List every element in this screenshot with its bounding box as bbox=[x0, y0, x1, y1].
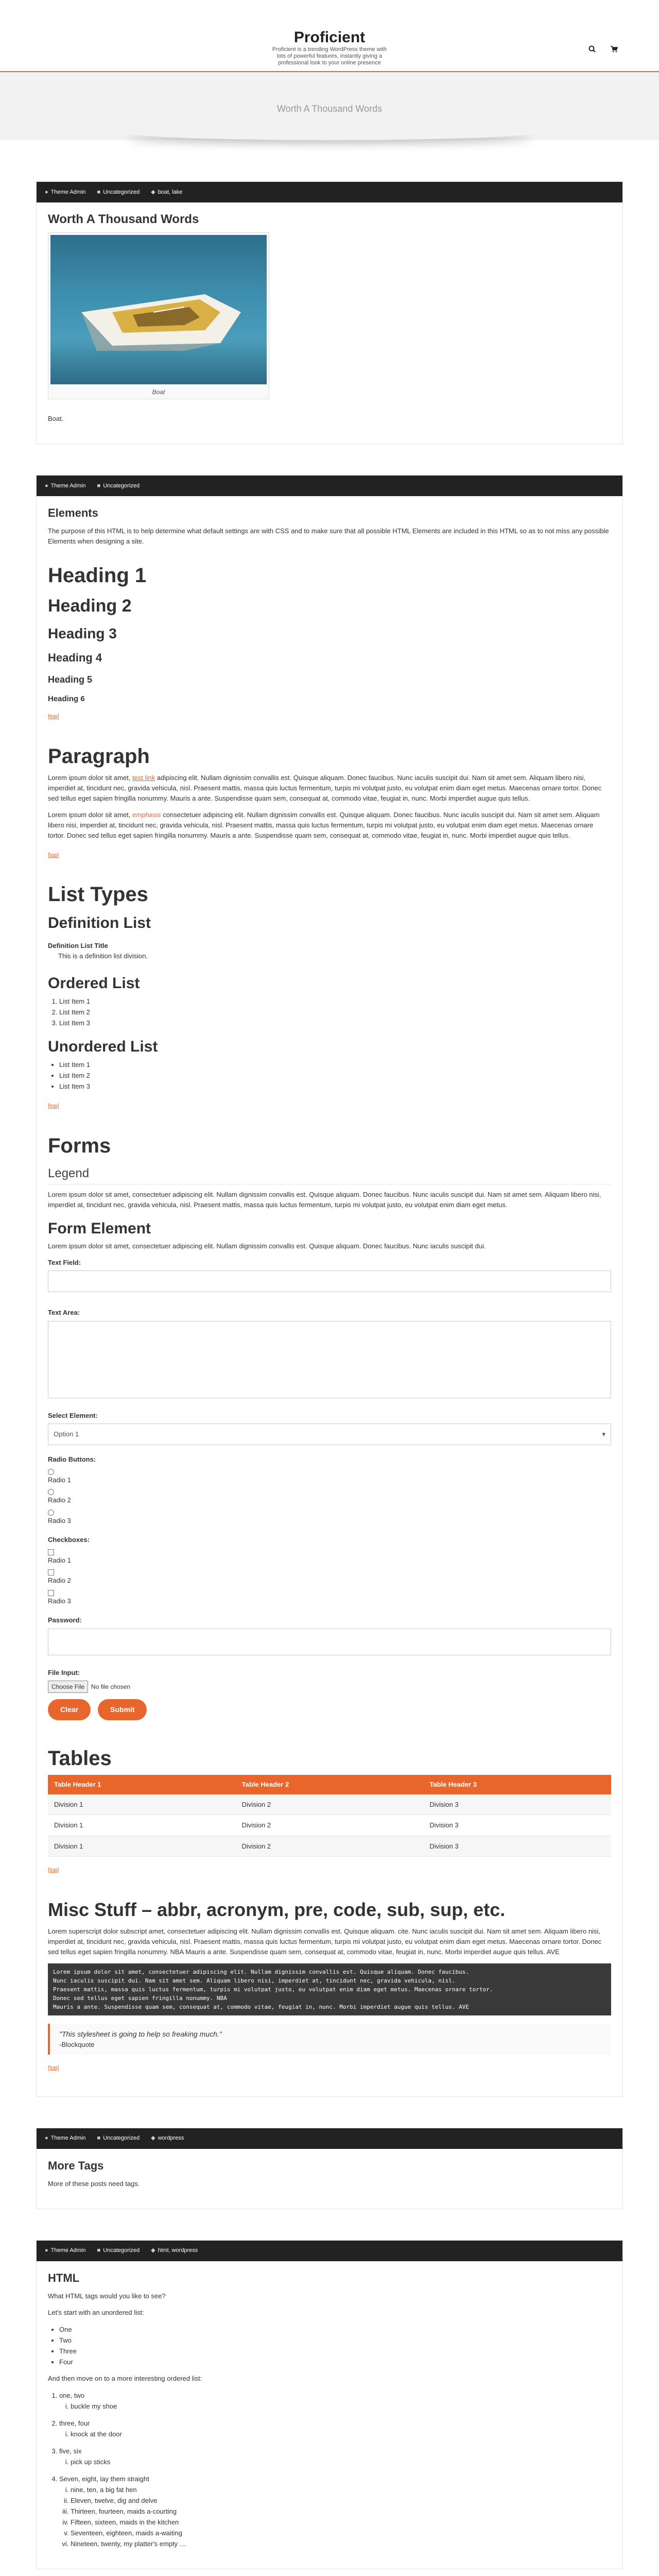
heading-4: Heading 4 bbox=[48, 651, 102, 664]
file-input-label: File Input: bbox=[48, 1668, 80, 1676]
site-title[interactable]: Proficient bbox=[293, 29, 366, 46]
list-item: iv. Fifteen, sixteen, maids in the kitchen bbox=[71, 2517, 611, 2528]
question-text: What HTML tags would you like to see? bbox=[48, 2292, 166, 2300]
checkboxes-label: Checkboxes: bbox=[48, 1536, 90, 1544]
submit-button[interactable]: Submit bbox=[98, 1699, 147, 1720]
table-row bbox=[48, 1836, 611, 1857]
list-item: • Two bbox=[59, 2335, 611, 2346]
figure-caption: Boat bbox=[152, 388, 165, 396]
list-item: • List Item 1 bbox=[59, 1059, 611, 1070]
site-header bbox=[0, 0, 659, 72]
list-item: v. Seventeen, eighteen, maids a-waiting bbox=[71, 2528, 611, 2538]
radio-label: Radio 2 bbox=[48, 1496, 71, 1504]
meta-category[interactable]: ■ Uncategorized bbox=[97, 189, 140, 195]
post-more-tags bbox=[36, 2128, 623, 2209]
file-input bbox=[48, 1681, 611, 1693]
list-item: • One bbox=[59, 2324, 611, 2335]
definition-term: Definition List Title bbox=[48, 942, 108, 950]
checkbox[interactable] bbox=[48, 1590, 54, 1596]
tag-icon: ◆ bbox=[151, 2247, 155, 2254]
list-item: 3. List Item 3 bbox=[59, 1018, 611, 1028]
header-icons bbox=[588, 44, 618, 57]
table-cell: Division 3 bbox=[423, 1836, 611, 1857]
quote-text: "This stylesheet is going to help so freaking much." bbox=[59, 2029, 222, 2038]
heading-1: Heading 1 bbox=[48, 564, 147, 587]
list-item: ii. Eleven, twelve, dig and delve bbox=[71, 2495, 611, 2506]
lead-text: Let's start with an unordered list: bbox=[48, 2308, 144, 2316]
section-list-types-title: List Types bbox=[48, 883, 148, 906]
data-table bbox=[48, 1775, 611, 1857]
tag-icon: ◆ bbox=[151, 2135, 155, 2142]
clear-button[interactable]: Clear bbox=[48, 1699, 91, 1720]
checkbox-label: Radio 1 bbox=[48, 1556, 71, 1564]
heading-3: Heading 3 bbox=[48, 625, 117, 641]
tag-icon: ◆ bbox=[151, 189, 155, 195]
radio-button[interactable] bbox=[48, 1489, 54, 1495]
file-status: No file chosen bbox=[91, 1683, 131, 1690]
nested-list bbox=[71, 2401, 611, 2412]
meta-author[interactable]: ● Theme Admin bbox=[45, 2247, 86, 2254]
post-html bbox=[36, 2240, 623, 2569]
boat-image bbox=[50, 235, 267, 384]
post-figure bbox=[48, 232, 269, 399]
banner-title: Worth A Thousand Words bbox=[276, 104, 383, 114]
list-item: • Four bbox=[59, 2357, 611, 2367]
intro-text: The purpose of this HTML is to help determine what default settings are with CSS and to make sure that all possible HTML Elements are included in this HTML so as to not miss any possible Elements when designing a site. bbox=[48, 527, 609, 545]
table-cell: Division 1 bbox=[48, 1815, 236, 1836]
chevron-down-icon: ▾ bbox=[602, 1430, 605, 1438]
meta-author[interactable]: ● Theme Admin bbox=[45, 2135, 86, 2142]
folder-icon: ■ bbox=[97, 189, 101, 195]
definition-list-title: Definition List bbox=[48, 914, 151, 931]
post-elements bbox=[36, 475, 623, 2097]
definition-description: This is a definition list division. bbox=[58, 952, 148, 960]
post-title[interactable]: Elements bbox=[48, 506, 98, 519]
list-item: • Three bbox=[59, 2346, 611, 2357]
blockquote bbox=[48, 2024, 611, 2055]
meta-category[interactable]: ■ Uncategorized bbox=[97, 2135, 140, 2142]
list-item: 3. five, six i. pick up sticks bbox=[59, 2446, 611, 2467]
text-area-input[interactable] bbox=[48, 1321, 611, 1398]
meta-category[interactable]: ■ Uncategorized bbox=[97, 482, 140, 489]
select-value: Option 1 bbox=[54, 1430, 79, 1438]
folder-icon: ■ bbox=[97, 482, 101, 489]
radio-buttons-label: Radio Buttons: bbox=[48, 1455, 96, 1463]
table-cell: Division 1 bbox=[48, 1836, 236, 1857]
legend-text: Lorem ipsum dolor sit amet, consectetuer adipiscing elit. Nullam dignissim convallis est. Quisque aliquam. Donec faucibus. Nunc iaculis suscipit dui. Nam sit amet sem. Aliquam libero nisi, imperdiet at, tincidunt nec, gravida vehicula, nisl. Praesent mattis, massa quis luctus fermentum, turpis mi volutpat justo, eu volutpat enim diam eget metus. bbox=[48, 1190, 601, 1209]
meta-tags[interactable]: ◆ wordpress bbox=[151, 2135, 184, 2142]
checkbox[interactable] bbox=[48, 1549, 54, 1555]
list-item: • List Item 3 bbox=[59, 1081, 611, 1092]
section-paragraph-title: Paragraph bbox=[48, 744, 150, 768]
table-header: Table Header 3 bbox=[423, 1775, 611, 1794]
table-cell: Division 3 bbox=[423, 1794, 611, 1815]
meta-author[interactable]: ● Theme Admin bbox=[45, 482, 86, 489]
folder-icon: ■ bbox=[97, 2247, 101, 2254]
text-field-input[interactable] bbox=[48, 1270, 611, 1292]
meta-tags[interactable]: ◆ boat, lake bbox=[151, 189, 183, 195]
text-area-label: Text Area: bbox=[48, 1309, 80, 1316]
post-body-text: More of these posts need tags. bbox=[48, 2179, 140, 2188]
table-header: Table Header 1 bbox=[48, 1775, 236, 1794]
quote-cite: -Blockquote bbox=[59, 2040, 95, 2048]
list-item: i. knock at the door bbox=[71, 2429, 611, 2439]
top-link[interactable]: [top] bbox=[48, 1867, 59, 1873]
radio-label: Radio 3 bbox=[48, 1516, 71, 1524]
list-item: iii. Thirteen, fourteen, maids a-courting bbox=[71, 2506, 611, 2517]
form-buttons bbox=[48, 1699, 611, 1720]
text-field-label: Text Field: bbox=[48, 1258, 81, 1266]
ordered-list-title: Ordered List bbox=[48, 975, 140, 992]
radio-button[interactable] bbox=[48, 1510, 54, 1516]
table-cell: Division 2 bbox=[236, 1794, 424, 1815]
unordered-list-title: Unordered List bbox=[48, 1038, 158, 1055]
unordered-list bbox=[59, 1059, 611, 1092]
post-meta bbox=[37, 2128, 622, 2149]
meta-author[interactable]: ● Theme Admin bbox=[45, 189, 86, 195]
top-link[interactable]: [top] bbox=[48, 2065, 59, 2071]
list-item: i. nine, ten, a big fat hen bbox=[71, 2484, 611, 2495]
list-item: • List Item 2 bbox=[59, 1070, 611, 1081]
heading-2: Heading 2 bbox=[48, 596, 132, 616]
section-misc-title: Misc Stuff – abbr, acronym, pre, code, sub, sup, etc. bbox=[48, 1899, 506, 1920]
definition-list bbox=[48, 941, 611, 961]
post-body-text: Boat. bbox=[48, 415, 64, 422]
table-cell: Division 2 bbox=[236, 1836, 424, 1857]
list-item: i. pick up sticks bbox=[71, 2456, 611, 2467]
heading-5: Heading 5 bbox=[48, 674, 93, 685]
cart-icon[interactable] bbox=[610, 44, 618, 57]
folder-icon: ■ bbox=[97, 2135, 101, 2142]
meta-category[interactable]: ■ Uncategorized bbox=[97, 2247, 140, 2254]
choose-file-button[interactable]: Choose File bbox=[48, 1681, 88, 1693]
brand bbox=[0, 0, 659, 66]
table-row bbox=[48, 1815, 611, 1836]
radio-label: Radio 1 bbox=[48, 1476, 71, 1484]
emphasis-text: emphasis bbox=[132, 810, 161, 819]
form-element-text: Lorem ipsum dolor sit amet, consectetuer adipiscing elit. Nullam dignissim convallis est. Quisque aliquam. Donec faucibus. Nunc iaculis suscipit dui. bbox=[48, 1242, 486, 1250]
password-label: Password: bbox=[48, 1616, 82, 1624]
user-icon: ● bbox=[45, 482, 48, 489]
list-item: vi. Nineteen, twenty, my platter's empty … bbox=[71, 2538, 611, 2549]
post-title[interactable]: More Tags bbox=[48, 2159, 104, 2172]
meta-tags[interactable]: ◆ html, wordpress bbox=[151, 2247, 198, 2254]
list-item: i. buckle my shoe bbox=[71, 2401, 611, 2412]
ordered-list bbox=[59, 2390, 611, 2549]
user-icon: ● bbox=[45, 2247, 48, 2254]
list-item: 2. three, four i. knock at the door bbox=[59, 2418, 611, 2439]
table-cell: Division 2 bbox=[236, 1815, 424, 1836]
list-item: 2. List Item 2 bbox=[59, 1007, 611, 1018]
site-description: Proficient is a trending WordPress theme with lots of powerful features, instantly giving a professional look to your online presence bbox=[272, 46, 387, 66]
search-icon[interactable] bbox=[588, 44, 596, 57]
list-item: 1. one, two i. buckle my shoe bbox=[59, 2390, 611, 2412]
post-meta bbox=[37, 2241, 622, 2261]
misc-text: Lorem superscript dolor subscript amet, consectetuer adipiscing elit. Nullam dignissim convallis est. Quisque aliquam. cite. Nunc iaculis suscipit dui. Nam sit amet sem. Aliquam libero nisi, imperdiet at, tincidunt nec, gravida vehicula, nisl. Praesent mattis, massa quis luctus fermentum, turpis mi volutpat justo, eu volutpat enim diam eget metus. Maecenas ornare tortor. Donec sed tellus eget sapien fringilla nonummy. NBA Mauris a ante. Suspendisse quam sem, consequat at, commodo vitae, feugiat in, nunc. Morbi imperdiet augue quis tellus. AVE bbox=[48, 1927, 602, 1956]
form-legend: Legend bbox=[48, 1165, 611, 1184]
test-link[interactable]: test link bbox=[132, 773, 155, 782]
list-item: 1. List Item 1 bbox=[59, 996, 611, 1007]
table-row bbox=[48, 1794, 611, 1815]
radio-button[interactable] bbox=[48, 1469, 54, 1475]
lead-text-2: And then move on to a more interesting ordered list: bbox=[48, 2374, 202, 2382]
ordered-list bbox=[59, 996, 611, 1028]
password-input[interactable] bbox=[48, 1629, 611, 1655]
user-icon: ● bbox=[45, 2135, 48, 2142]
section-forms-title: Forms bbox=[48, 1134, 111, 1157]
paragraph-2: Lorem ipsum dolor sit amet, emphasis consectetuer adipiscing elit. Nullam dignissim convallis est. Quisque aliquam. Donec faucibus. Nunc iaculis suscipit dui. Nam sit amet sem. Aliquam libero nisi, imperdiet at, tincidunt nec, gravida vehicula, nisl. Praesent mattis, massa quis luctus fermentum, turpis mi volutpat justo, eu volutpat enim diam eget metus. Maecenas ornare tortor. Donec sed tellus eget sapien fringilla nonummy. Mauris a ante. Suspendisse quam sem, consequat at, commodo vitae, feugiat in, nunc. Morbi imperdiet augue quis tellus. bbox=[48, 810, 600, 839]
top-link[interactable]: [top] bbox=[48, 1103, 59, 1109]
nested-list bbox=[71, 2456, 611, 2467]
section-tables-title: Tables bbox=[48, 1747, 112, 1770]
user-icon: ● bbox=[45, 189, 48, 195]
table-header: Table Header 2 bbox=[236, 1775, 424, 1794]
post-worth-a-thousand-words bbox=[36, 181, 623, 444]
table-cell: Division 3 bbox=[423, 1815, 611, 1836]
nested-list bbox=[71, 2429, 611, 2439]
form-element-title: Form Element bbox=[48, 1219, 151, 1237]
nested-list bbox=[71, 2484, 611, 2549]
top-link[interactable]: [top] bbox=[48, 852, 59, 858]
table-cell: Division 1 bbox=[48, 1794, 236, 1815]
preformatted-block: Lorem ipsum dolor sit amet, consectetuer adipiscing elit. Nullam dignissim convallis est. Quisque aliquam. Donec faucibus. Nunc iaculis suscipit dui. Nam sit amet sem. Aliquam libero nisi, imperdiet at, tincidunt nec, gravida vehicula, nisl. Praesent mattis, massa quis luctus fermentum, turpis mi volutpat justo, eu volutpat enim diam eget metus. Maecenas ornare tortor. Donec sed tellus eget sapien fringilla nonummy. NBA Mauris a ante. Suspendisse quam sem, consequat at, commodo vitae, feugiat in, nunc. Morbi imperdiet augue quis tellus. AVE bbox=[48, 1963, 611, 2015]
paragraph-1: Lorem ipsum dolor sit amet, test link adipiscing elit. Nullam dignissim convallis est. Quisque aliquam. Donec faucibus. Nunc iaculis suscipit dui. Nam sit amet sem. Aliquam libero nisi, imperdiet at, tincidunt nec, gravida vehicula, nisl. Praesent mattis, massa quis luctus fermentum, turpis mi volutpat justo, eu volutpat enim diam eget metus. Maecenas ornare tortor. Donec sed tellus eget sapien fringilla nonummy. Mauris a ante. Suspendisse quam sem, consequat at, commodo vitae, feugiat in, nunc. Morbi imperdiet augue quis tellus. bbox=[48, 773, 602, 802]
unordered-list bbox=[59, 2324, 611, 2367]
post-meta bbox=[37, 476, 622, 496]
select-dropdown[interactable] bbox=[48, 1423, 611, 1445]
table-header-row bbox=[48, 1775, 611, 1794]
list-item: 4. Seven, eight, lay them straight i. nine, ten, a big fat hen ii. Eleven, twelve, dig and delve iii. Thirteen, fourteen, maids a-courting iv. Fifteen, sixteen, maids in the kitchen v. Seventeen, eighteen, maids a-waiting vi. Nineteen, twenty, my platter's empty … bbox=[59, 2473, 611, 2549]
heading-6: Heading 6 bbox=[48, 694, 85, 703]
post-title[interactable]: Worth A Thousand Words bbox=[48, 212, 199, 226]
checkbox-label: Radio 2 bbox=[48, 1577, 71, 1584]
checkbox[interactable] bbox=[48, 1569, 54, 1575]
post-meta bbox=[37, 182, 622, 202]
checkbox-label: Radio 3 bbox=[48, 1597, 71, 1605]
post-title[interactable]: HTML bbox=[48, 2271, 80, 2284]
banner-shadow bbox=[124, 125, 535, 140]
select-label: Select Element: bbox=[48, 1411, 98, 1419]
top-link[interactable]: [top] bbox=[48, 714, 59, 720]
